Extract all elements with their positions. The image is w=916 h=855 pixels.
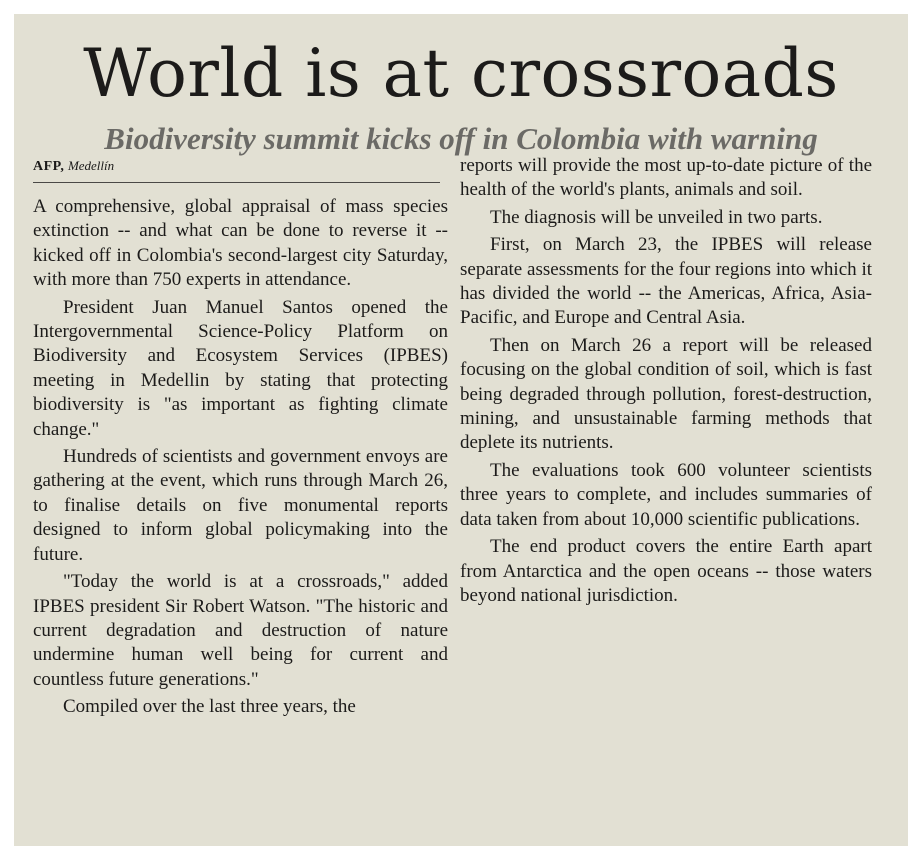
paragraph: The diagnosis will be unveiled in two parts. [490, 206, 823, 228]
article-column-right [460, 154, 872, 611]
headline: World is at crossroads [83, 35, 839, 112]
paragraph: Hundreds of scientists and government envoys are gathering at the event, which runs through March 26, to finalise details on five monumental reports designed to inform global policymaking into the future. [33, 446, 448, 565]
paragraph: The end product covers the entire Earth apart from Antarctica and the open oceans -- those waters beyond national jurisdiction. [460, 536, 872, 606]
subheadline: Biodiversity summit kicks off in Colombia with warning [104, 121, 818, 156]
paragraph: The evaluations took 600 volunteer scientists three years to complete, and includes summaries of data taken from about 10,000 scientific publications. [460, 459, 872, 530]
paragraph: reports will provide the most up-to-date picture of the health of the world's plants, animals and soil. [460, 155, 872, 201]
paragraph: A comprehensive, global appraisal of mass species extinction -- and what can be done to reverse it -- kicked off in Colombia's second-largest city Saturday, with more than 750 experts in attendance. [33, 196, 448, 291]
byline-divider [33, 182, 440, 183]
byline-location: Medellín [67, 158, 115, 173]
byline-agency: AFP, [33, 159, 65, 174]
byline [33, 157, 114, 176]
paragraph: Then on March 26 a report will be released focusing on the global condition of soil, which is fast being degraded through pollution, forest-destruction, mining, and unsustainable farming methods that deplete its nutrients. [460, 334, 872, 454]
paragraph: First, on March 23, the IPBES will release separate assessments for the four regions into which it has divided the world -- the Americas, Africa, Asia-Pacific, and Europe and Central Asia. [460, 234, 872, 329]
paragraph: President Juan Manuel Santos opened the Intergovernmental Science-Policy Platform on Biodiversity and Ecosystem Services (IPBES) meeting in Medellin by stating that protecting biodiversity is "as important as fighting climate change." [33, 296, 448, 440]
paragraph: "Today the world is at a crossroads," added IPBES president Sir Robert Watson. "The historic and current degradation and destruction of nature undermine human well being for current and countless future generations." [33, 571, 448, 690]
paragraph: Compiled over the last three years, the [63, 696, 356, 718]
article-column-left [33, 195, 448, 723]
